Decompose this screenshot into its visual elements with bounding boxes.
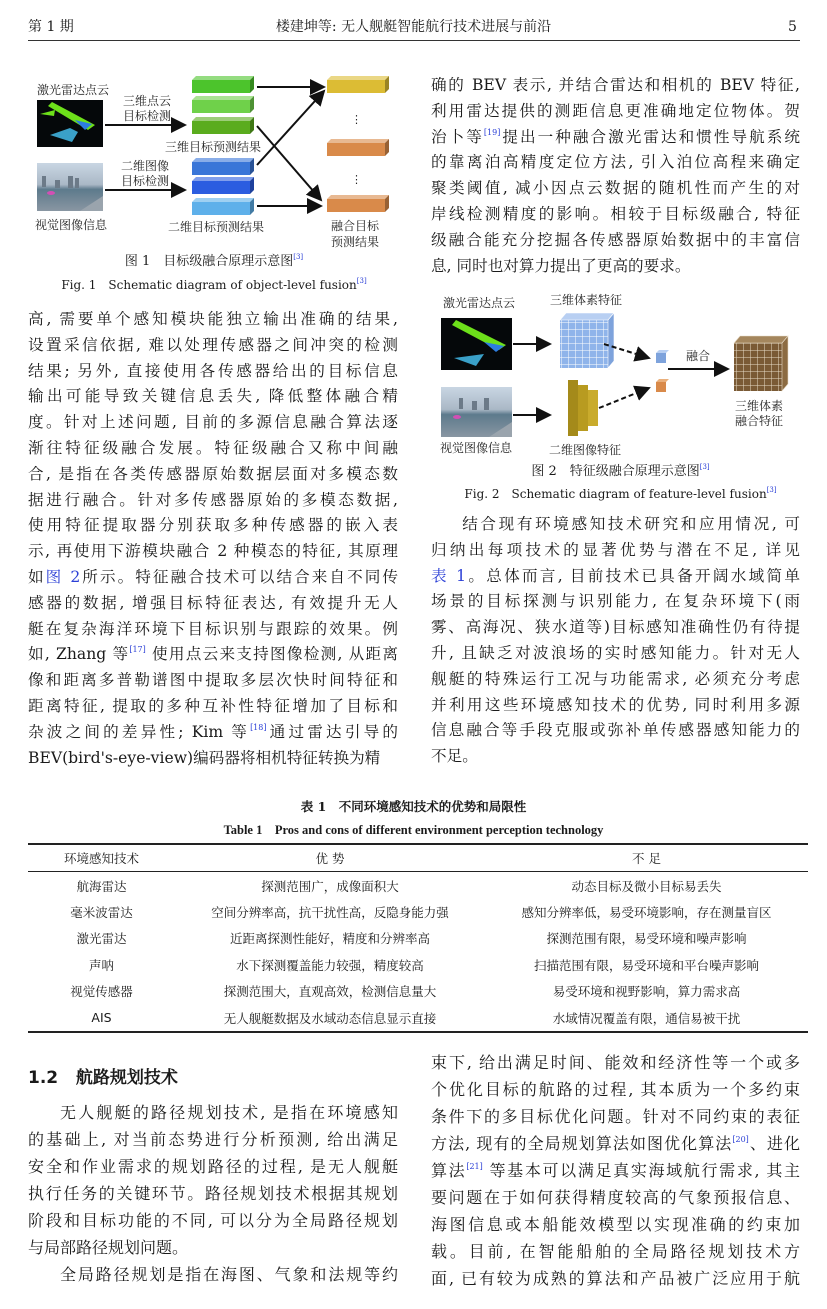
text-segment: 要问题在于如何获得精度较高的气象预报信息、 bbox=[431, 1188, 800, 1207]
text-segment: 示, 再使用下游模块融合 2 种模态的特征, 其原理 bbox=[28, 542, 398, 561]
image-feature-maps bbox=[568, 380, 598, 436]
cons-cell: 动态目标及微小目标易丢失 bbox=[571, 878, 722, 894]
text-line bbox=[431, 202, 800, 228]
section-heading bbox=[28, 1063, 178, 1088]
citation[interactable]: [3] bbox=[356, 277, 367, 285]
fig2-image-feature-label: 二维图像特征 bbox=[549, 443, 622, 457]
pros-cell: 探测范围大，直观高效，检测信息量大 bbox=[223, 984, 437, 1000]
text-line bbox=[431, 667, 800, 693]
text-segment: 所示。特征融合技术可以结合来自不同传 bbox=[80, 567, 398, 586]
text-segment: 与局部路径规划问题。 bbox=[28, 1238, 189, 1257]
pros-cell: 空间分辨率高，抗干扰性高，反隐身能力强 bbox=[211, 904, 449, 920]
citation-link[interactable]: [17] bbox=[129, 645, 146, 655]
text-segment: 载。目前, 在智能船舶的全局路径规划技术方 bbox=[431, 1242, 800, 1261]
text-segment: 使用点云来支持图像检测, 从距离 bbox=[145, 645, 398, 664]
fig1-3d-detect-line1: 三维点云 bbox=[123, 94, 172, 108]
text-segment: 通过雷达引导的 bbox=[266, 722, 398, 741]
text-segment: 的靠离泊高精度定位方法, 引入泊位高程来确定 bbox=[431, 153, 800, 172]
text-line bbox=[28, 565, 398, 591]
text-line bbox=[431, 1076, 800, 1103]
left-column-text-bottom bbox=[28, 1099, 398, 1288]
fig1-caption-en bbox=[28, 277, 400, 293]
citation-link[interactable]: [19] bbox=[483, 127, 501, 137]
text-line bbox=[431, 564, 800, 590]
text-segment: 全局路径规划是指在海图、气象和法规等约 bbox=[60, 1265, 398, 1284]
text-segment: 感器的数据, 增强目标特征表达, 有效提升无人 bbox=[28, 593, 398, 612]
text-segment: 确的 BEV 表示, 并结合雷达和相机的 BEV 特征, bbox=[431, 76, 800, 94]
table-row bbox=[28, 978, 808, 1004]
text-segment: 等基本可以满足真实海域航行需求, 其主 bbox=[482, 1161, 800, 1180]
text-segment: 舰艇的特殊运行工况与功能需求, 必须充分考虑 bbox=[431, 669, 800, 688]
text-segment: 结合现有环境感知技术研究和应用情况, 可 bbox=[462, 515, 800, 533]
text-segment: 艇在复杂海洋环境下目标识别与跟踪的效果。例 bbox=[28, 619, 398, 638]
text-line bbox=[431, 1211, 800, 1238]
fig1-caption-cn bbox=[28, 254, 400, 270]
text-line bbox=[431, 615, 800, 641]
fig1-2d-detect-line1: 二维图像 bbox=[121, 159, 170, 173]
fig2-lidar-label: 激光雷达点云 bbox=[443, 296, 516, 310]
text-segment: 面, 已有较为成熟的算法和产品被广泛应用于航 bbox=[431, 1269, 800, 1288]
table-row bbox=[28, 952, 808, 978]
voxel-feature-cube bbox=[560, 313, 614, 368]
fig2-fuse-label: 融合 bbox=[686, 349, 711, 363]
pros-cell: 探测范围广，成像面积大 bbox=[261, 878, 399, 894]
fig1-lidar-label: 激光雷达点云 bbox=[37, 83, 110, 97]
text-line bbox=[28, 591, 398, 617]
journal-issue: 第 1 期 bbox=[28, 19, 74, 35]
text-line bbox=[28, 642, 398, 668]
text-line bbox=[28, 1099, 398, 1126]
table1-caption-cn: 表 1 不同环境感知技术的优势和局限性 bbox=[300, 799, 527, 814]
text-line bbox=[431, 589, 800, 615]
text-segment: 使用特征提取器分别获取多种传感器的嵌入表 bbox=[28, 516, 398, 535]
fused-small-cubes bbox=[656, 350, 669, 392]
citation-link[interactable]: [20] bbox=[732, 1135, 749, 1144]
fig2-voxel-label: 三维体素特征 bbox=[550, 293, 623, 307]
prediction-bar bbox=[192, 158, 254, 175]
fig1-3d-pred-label: 三维目标预测结果 bbox=[165, 140, 262, 154]
pros-cell: 水下探测覆盖能力较强，精度较高 bbox=[236, 957, 424, 973]
text-line bbox=[28, 307, 398, 333]
text-segment: 岸线检测精度的影响。相较于目标级融合, 特征 bbox=[431, 204, 800, 223]
text-segment: 级融合能充分挖掘各传感器原始数据中的丰富信 bbox=[431, 230, 800, 249]
fig2-caption-en bbox=[414, 486, 827, 502]
table-row bbox=[28, 899, 808, 925]
text-segment: 场景的目标探测与识别能力, 在复杂环境下(雨 bbox=[431, 592, 800, 611]
text-segment: 如, Zhang 等 bbox=[28, 645, 130, 664]
text-segment: 。总体而言, 目前技术已具备开阔水域简单 bbox=[466, 566, 800, 585]
camera-image bbox=[37, 163, 103, 211]
prediction-bar bbox=[192, 96, 254, 113]
cons-cell: 感知分辨率低，易受环境影响，存在测量盲区 bbox=[521, 904, 772, 920]
text-segment: 并利用这些环境感知技术的优势, 同时利用多源 bbox=[431, 695, 800, 714]
text-line bbox=[28, 1153, 398, 1180]
fig1-2d-pred-label: 二维目标预测结果 bbox=[168, 220, 265, 234]
cons-cell: 探测范围有限，易受环境和噪声影响 bbox=[546, 931, 747, 947]
prediction-bar bbox=[327, 76, 389, 93]
text-line bbox=[431, 1184, 800, 1211]
text-segment: 束下, 给出满足时间、能效和经济性等一个或多 bbox=[431, 1053, 800, 1072]
fig1-ellipsis-1: ⋮ bbox=[351, 113, 362, 126]
fig1-fused-line2: 预测结果 bbox=[331, 235, 380, 249]
fig1-fused-line1: 融合目标 bbox=[331, 219, 380, 233]
text-line bbox=[431, 73, 800, 99]
fig2-fused-line2: 融合特征 bbox=[735, 414, 784, 428]
text-line bbox=[28, 462, 398, 488]
text-segment: 阶段和目标功能的不同, 可以分为全局路径规划 bbox=[28, 1211, 398, 1230]
text-line bbox=[28, 668, 398, 694]
text-segment: 息, 同时也对算力提出了更高的要求。 bbox=[431, 256, 691, 275]
text-segment: 渐往特征级融合发展。特征级融合又称中间融 bbox=[28, 438, 398, 457]
text-segment: 的基础上, 对当前态势进行分析预测, 给出满足 bbox=[28, 1130, 398, 1149]
tech-cell: 毫米波雷达 bbox=[70, 904, 133, 920]
text-segment: 如 bbox=[28, 567, 46, 586]
column-header: 优 势 bbox=[315, 851, 345, 867]
text-line bbox=[431, 1265, 800, 1292]
text-line bbox=[28, 746, 398, 772]
text-line bbox=[431, 176, 800, 202]
tech-cell: 航海雷达 bbox=[76, 878, 127, 894]
text-segment: 执行任务的关键环节。路径规划技术根据其规划 bbox=[28, 1184, 398, 1203]
text-segment: 算法 bbox=[431, 1161, 467, 1180]
caption-text: 图 2 特征级融合原理示意图 bbox=[531, 464, 700, 479]
text-line bbox=[28, 617, 398, 643]
text-segment: 设置采信依据, 难以处理传感器之间冲突的检测 bbox=[28, 335, 398, 354]
prediction-bar bbox=[327, 139, 389, 156]
prediction-bar bbox=[192, 198, 254, 215]
text-segment: 不足。 bbox=[431, 747, 478, 766]
text-line bbox=[431, 228, 800, 254]
text-line bbox=[28, 333, 398, 359]
text-line bbox=[28, 359, 398, 385]
text-line bbox=[431, 254, 800, 280]
lidar-point-cloud-image bbox=[37, 100, 103, 147]
citation[interactable]: [3] bbox=[699, 463, 710, 471]
fig1-image-label: 视觉图像信息 bbox=[35, 218, 108, 232]
text-line bbox=[431, 125, 800, 151]
prediction-bar bbox=[192, 117, 254, 134]
cons-cell: 扫描范围有限，易受环境和平台噪声影响 bbox=[533, 957, 759, 973]
fused-voxel-cube bbox=[734, 336, 788, 391]
text-line bbox=[431, 99, 800, 125]
pros-cell: 无人舰艇数据及水域动态信息显示直接 bbox=[223, 1010, 437, 1026]
text-segment: 度。针对上述问题, 目前的多源信息融合算法逐 bbox=[28, 413, 398, 432]
section-title: 航路规划技术 bbox=[75, 1068, 178, 1088]
text-line bbox=[431, 512, 800, 538]
text-line bbox=[431, 693, 800, 719]
left-column-text-top bbox=[28, 307, 398, 771]
text-line bbox=[28, 720, 398, 746]
text-line bbox=[28, 436, 398, 462]
right-column-text-top bbox=[431, 73, 800, 279]
text-segment: 利用雷达提供的测距信息更准确地定位物体。贺 bbox=[431, 101, 800, 120]
text-line bbox=[431, 1130, 800, 1157]
fig2-caption-cn bbox=[414, 464, 827, 480]
text-segment: 据进行融合。针对多传感器原始的多模态数据, bbox=[28, 490, 398, 509]
table-row bbox=[28, 872, 808, 899]
table-row bbox=[28, 925, 808, 951]
text-line bbox=[431, 538, 800, 564]
text-segment: 结果; 另外, 直接使用各传感器给出的目标信息 bbox=[28, 361, 398, 380]
citation-link[interactable]: [18] bbox=[250, 722, 267, 732]
text-line bbox=[28, 1126, 398, 1153]
text-segment: 海图信息或本船能效模型以实现准确的约束加 bbox=[431, 1215, 800, 1234]
text-segment: 治卜等 bbox=[431, 127, 484, 146]
caption-text: 图 1 目标级融合原理示意图 bbox=[124, 254, 294, 269]
fig1-3d-detect-line2: 目标检测 bbox=[123, 109, 172, 123]
text-segment: 升, 且缺乏对波浪场的实时感知能力。针对无人 bbox=[431, 643, 800, 662]
camera-image bbox=[441, 387, 512, 437]
right-column-text-bottom bbox=[431, 1049, 800, 1292]
citation[interactable]: [3] bbox=[293, 253, 304, 261]
fig1-2d-detect-line2: 目标检测 bbox=[121, 174, 170, 188]
table1-caption-en: Table 1 Pros and cons of different environment perception technology bbox=[223, 823, 604, 837]
caption-text: Fig. 2 Schematic diagram of feature-level fusion bbox=[464, 487, 767, 501]
tech-cell: 声呐 bbox=[88, 957, 114, 973]
tech-cell: AIS bbox=[91, 1010, 112, 1026]
caption-text: Fig. 1 Schematic diagram of object-level fusion bbox=[61, 278, 357, 292]
text-line bbox=[28, 410, 398, 436]
cross-reference-link[interactable]: 图 2 bbox=[45, 567, 81, 586]
text-line bbox=[28, 1261, 398, 1288]
figure-2-feature-level-fusion bbox=[414, 280, 827, 460]
text-segment: 、进化 bbox=[748, 1134, 800, 1153]
text-line bbox=[28, 1207, 398, 1234]
cross-reference-link[interactable]: 表 1 bbox=[431, 566, 467, 585]
cons-cell: 水域情况覆盖有限，通信易被干扰 bbox=[552, 1010, 741, 1026]
prediction-bar bbox=[192, 76, 254, 93]
text-line bbox=[431, 150, 800, 176]
text-line bbox=[28, 384, 398, 410]
text-line bbox=[28, 539, 398, 565]
lidar-point-cloud-image bbox=[441, 318, 512, 370]
table-row bbox=[28, 1004, 808, 1031]
text-segment: 个优化目标的航路的过程, 其本质为一个多约束 bbox=[431, 1080, 800, 1099]
text-line bbox=[431, 1103, 800, 1130]
prediction-bar bbox=[327, 195, 389, 212]
text-segment: 合, 是指在各类传感器原始数据层面对多模态数 bbox=[28, 464, 398, 483]
text-line bbox=[28, 488, 398, 514]
text-segment: 像和距离多普勒谱图中提取多层次快时间特征和 bbox=[28, 671, 398, 690]
text-segment: 方法, 现有的全局规划算法如图优化算法 bbox=[431, 1134, 733, 1153]
fig2-image-label: 视觉图像信息 bbox=[440, 441, 513, 455]
text-segment: 距离特征, 提取的多种互补性特征增加了目标和 bbox=[28, 696, 398, 715]
tech-cell: 激光雷达 bbox=[76, 931, 127, 947]
text-line bbox=[28, 513, 398, 539]
text-segment: 雾、高海况、狭水道等)目标感知准确性仍有待提 bbox=[431, 618, 800, 637]
text-segment: 归纳出每项技术的显著优势与潜在不足, 详见 bbox=[431, 540, 800, 559]
text-line bbox=[431, 1238, 800, 1265]
text-line bbox=[28, 694, 398, 720]
text-segment: 输出可能导致关键信息丢失, 降低整体融合精 bbox=[28, 387, 398, 406]
text-line bbox=[431, 718, 800, 744]
text-line bbox=[431, 641, 800, 667]
text-segment: 聚类阈值, 减小因点云数据的随机性而产生的对 bbox=[431, 179, 800, 198]
text-segment: 条件下的多目标优化问题。针对不同约束的表征 bbox=[431, 1107, 800, 1126]
fig1-ellipsis-2: ⋮ bbox=[351, 173, 362, 186]
text-segment: 信息融合等手段克服或弥补单传感器感知能力的 bbox=[431, 721, 800, 740]
right-column-text-middle bbox=[431, 512, 800, 770]
section-number: 1.2 bbox=[28, 1068, 59, 1088]
tech-cell: 视觉传感器 bbox=[70, 984, 133, 1000]
running-title: 楼建坤等: 无人舰艇智能航行技术进展与前沿 bbox=[275, 19, 552, 35]
citation[interactable]: [3] bbox=[766, 486, 777, 494]
text-line bbox=[431, 744, 800, 770]
prediction-bar bbox=[192, 177, 254, 194]
table-header-row bbox=[28, 844, 808, 872]
text-line bbox=[431, 1157, 800, 1184]
text-segment: 安全和作业需求的规划路径的过程, 是无人舰艇 bbox=[28, 1157, 398, 1176]
cons-cell: 易受环境和视野影响，算力需求高 bbox=[552, 984, 741, 1000]
text-line bbox=[28, 1180, 398, 1207]
text-line bbox=[431, 1049, 800, 1076]
text-segment: 提出一种融合激光雷达和惯性导航系统 bbox=[500, 127, 800, 146]
table-1-perception-tech bbox=[28, 843, 808, 1033]
text-segment: 高, 需要单个感知模块能独立输出准确的结果, bbox=[28, 310, 398, 328]
citation-link[interactable]: [21] bbox=[466, 1162, 483, 1171]
page-number: 5 bbox=[788, 19, 797, 35]
pros-cell: 近距离探测性能好，精度和分辨率高 bbox=[229, 931, 430, 947]
text-segment: 杂波之间的差异性; Kim 等 bbox=[28, 722, 251, 741]
column-header: 不 足 bbox=[632, 851, 661, 867]
fig2-fused-line1: 三维体素 bbox=[735, 399, 784, 413]
column-header: 环境感知技术 bbox=[63, 851, 139, 867]
text-segment: 无人舰艇的路径规划技术, 是指在环境感知 bbox=[60, 1103, 398, 1122]
text-line bbox=[28, 1234, 398, 1261]
text-segment: BEV(bird's-eye-view)编码器将相机特征转换为精 bbox=[28, 748, 381, 767]
